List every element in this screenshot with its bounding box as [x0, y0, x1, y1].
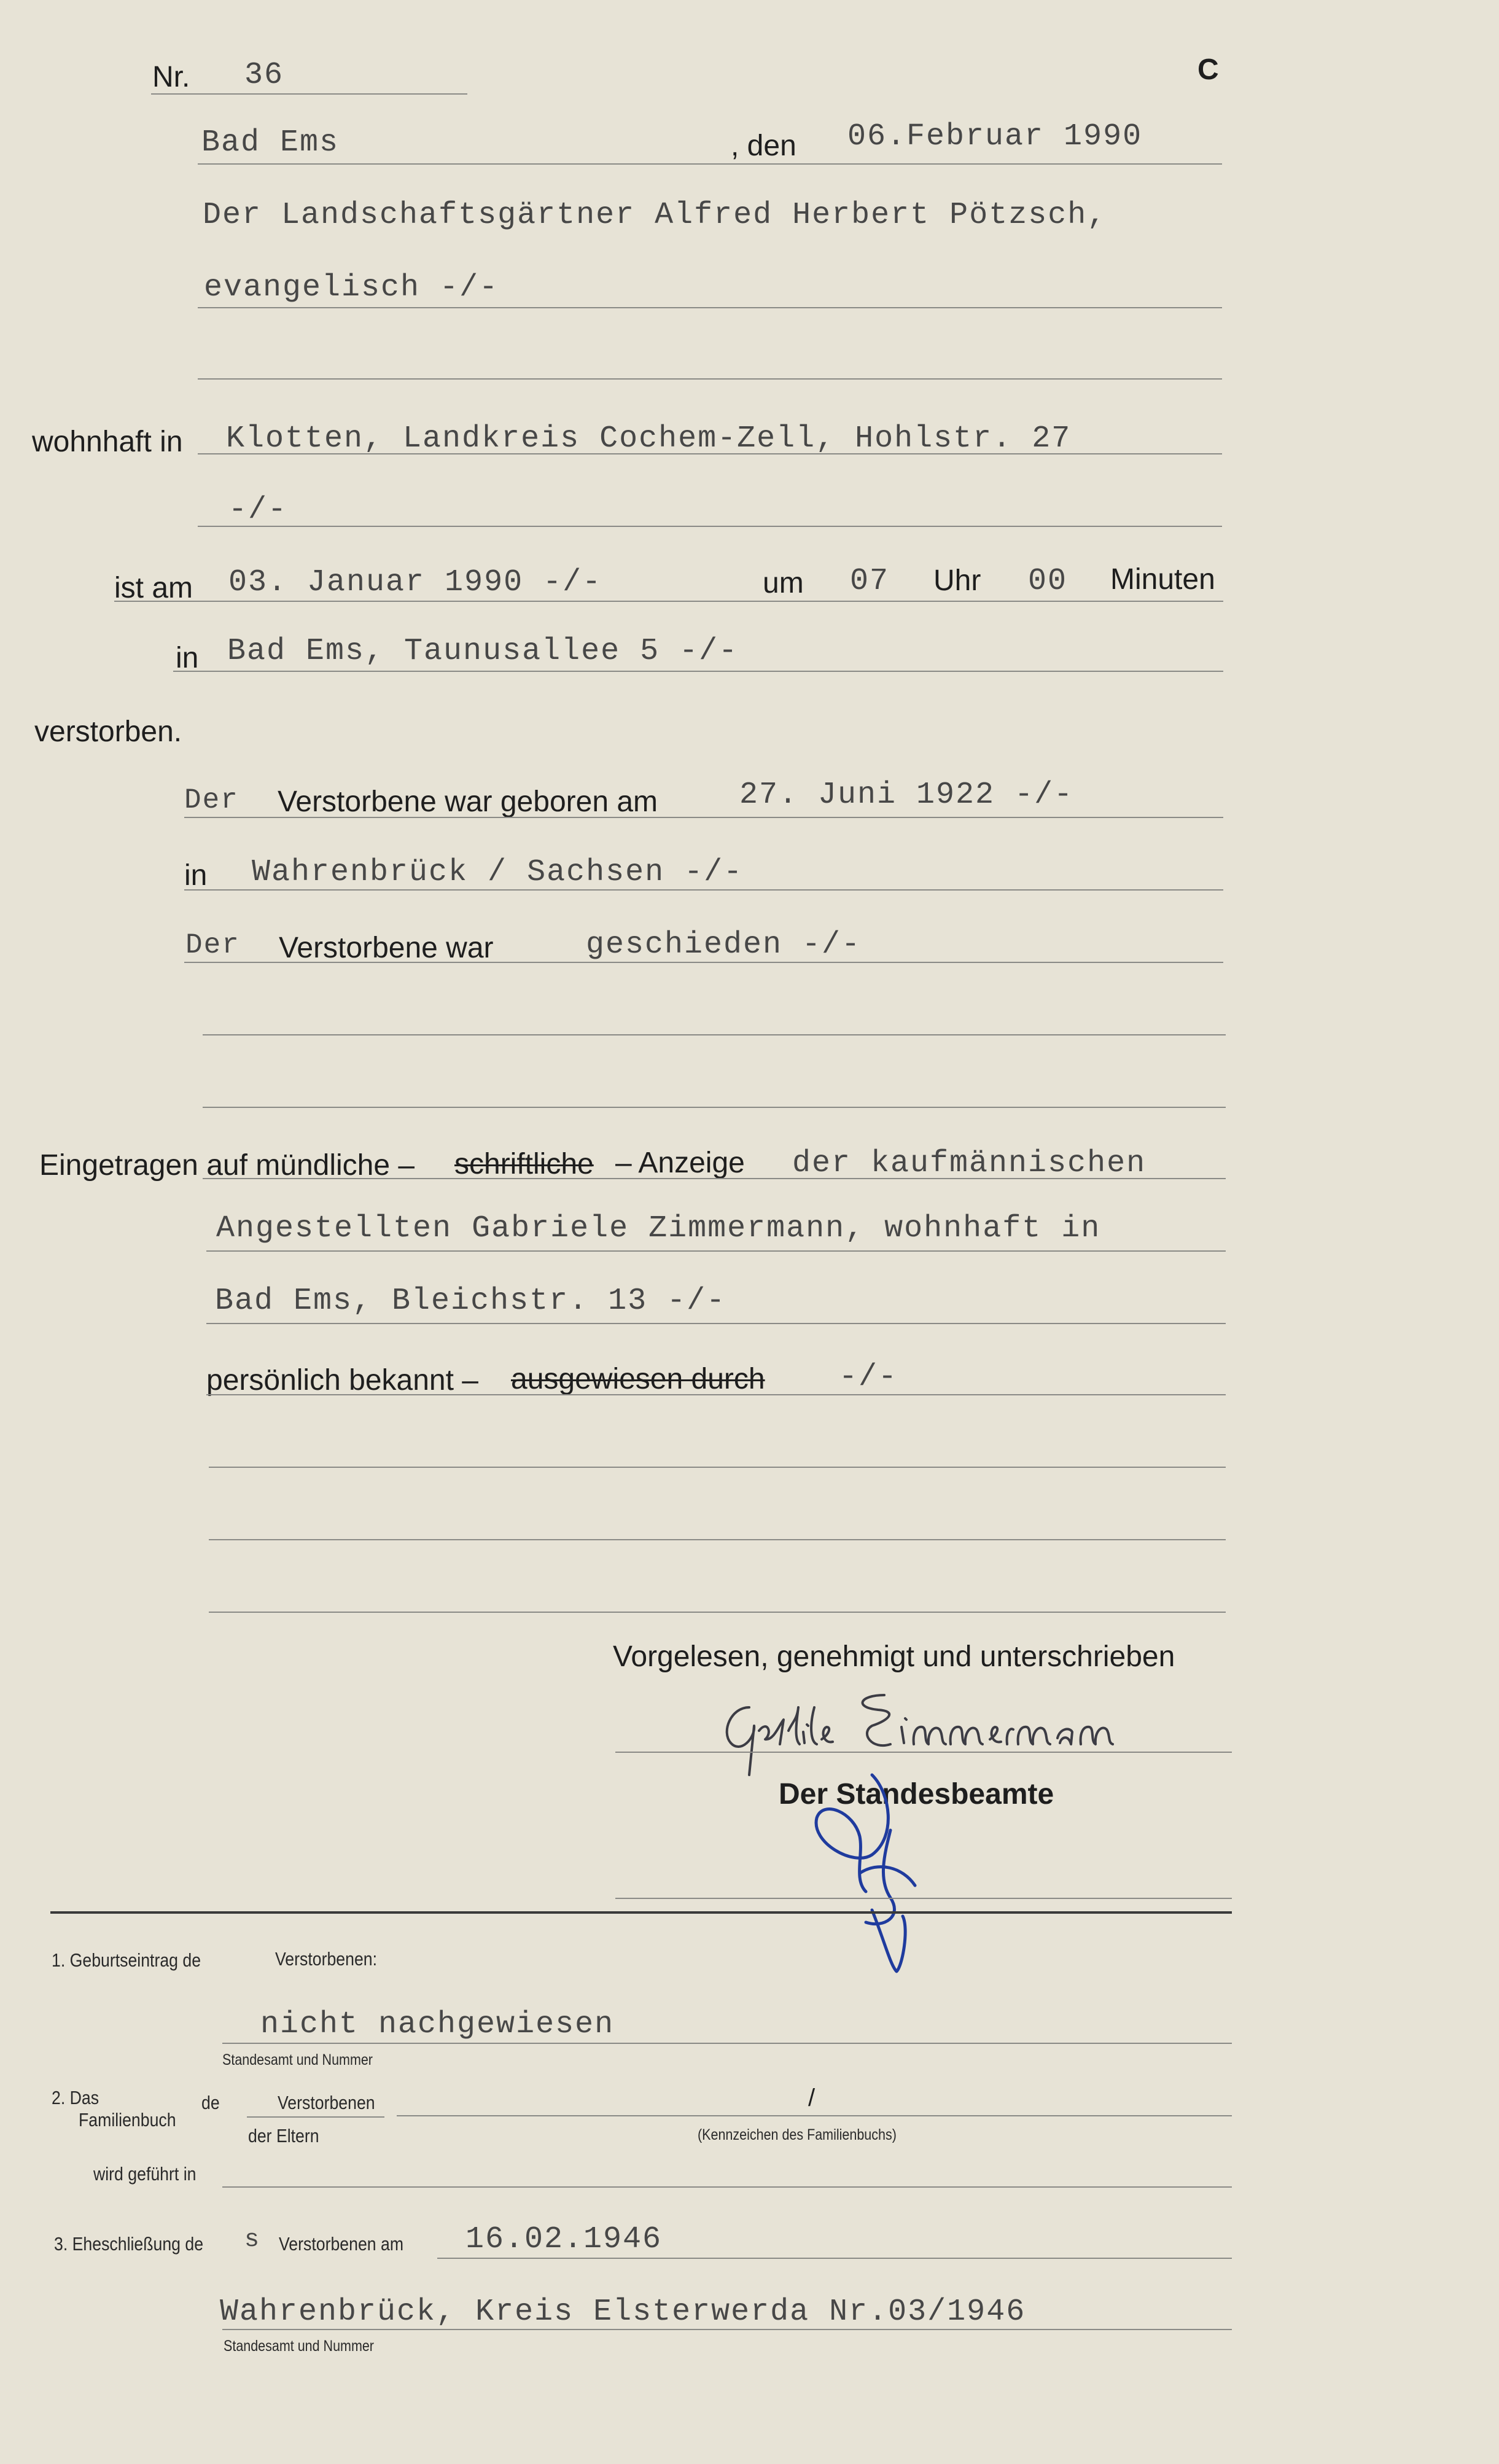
place-of-registration: Bad Ems	[201, 125, 340, 160]
status-label: Verstorbene war	[279, 932, 494, 964]
marital-status: geschieden -/-	[586, 927, 862, 962]
item2-slash: /	[808, 2084, 816, 2111]
item2-label-a: 2. Das	[52, 2087, 99, 2108]
residence-underline	[198, 453, 1222, 454]
item1-suffix: Verstorbenen:	[275, 1948, 378, 1970]
residence-address: Klotten, Landkreis Cochem-Zell, Hohlstr. 27	[226, 421, 1072, 456]
status-underline	[184, 962, 1223, 963]
item3-suffix: Verstorbenen am	[279, 2233, 404, 2255]
informant-underline-2	[206, 1250, 1226, 1252]
marriage-date: 16.02.1946	[465, 2222, 663, 2257]
death-date: 03. Januar 1990 -/-	[228, 565, 602, 600]
known-struck: ausgewiesen durch	[511, 1363, 765, 1395]
uhr-label: Uhr	[933, 564, 981, 597]
nr-label: Nr.	[152, 61, 190, 93]
death-time-underline	[114, 601, 1223, 602]
item3-underline-2	[222, 2329, 1232, 2330]
ist-am-label: ist am	[114, 572, 193, 604]
informant-underline-1	[203, 1178, 1226, 1179]
death-place-underline	[173, 671, 1223, 672]
birth-date-underline	[184, 817, 1223, 818]
registration-date: 06.Februar 1990	[847, 119, 1143, 154]
blank-line-4	[209, 1539, 1226, 1540]
deceased-underline-2	[198, 378, 1222, 380]
blank-line-3	[209, 1467, 1226, 1468]
item1-label: 1. Geburtseintrag de	[52, 1949, 201, 1971]
death-in-label: in	[176, 642, 199, 674]
registration-label-end: – Anzeige	[615, 1147, 745, 1179]
item2-gefuehrt: wird geführt in	[93, 2163, 197, 2185]
marriage-place-record: Wahrenbrück, Kreis Elsterwerda Nr.03/1946	[220, 2294, 1026, 2329]
blank-line-1	[203, 1034, 1226, 1035]
item2-verstorbenen: Verstorbenen	[278, 2092, 375, 2113]
deceased-line-2: evangelisch -/-	[204, 270, 499, 305]
entry-number: 36	[244, 58, 284, 93]
residence-underline-2	[198, 526, 1222, 527]
blank-line-5	[209, 1612, 1226, 1613]
residence-continuation: -/-	[228, 493, 288, 528]
informant-line-3: Bad Ems, Bleichstr. 13 -/-	[215, 1284, 726, 1319]
um-label: um	[763, 567, 804, 599]
birth-prefix: Der	[184, 784, 239, 816]
birth-place: Wahrenbrück / Sachsen -/-	[252, 855, 744, 890]
birth-place-underline	[184, 889, 1223, 891]
section-divider	[50, 1911, 1232, 1914]
blank-line-2	[203, 1107, 1226, 1108]
verstorben-label: verstorben.	[34, 715, 182, 748]
item2-eltern: der Eltern	[248, 2125, 319, 2146]
informant-line-1: der kaufmännischen	[792, 1146, 1147, 1181]
wohnhaft-label: wohnhaft in	[32, 426, 183, 458]
status-prefix: Der	[185, 929, 240, 961]
known-label: persönlich bekannt –	[206, 1364, 478, 1397]
item2-de: de	[201, 2092, 220, 2113]
birth-in-label: in	[184, 859, 208, 892]
item2-label-b: Familienbuch	[79, 2109, 176, 2131]
deceased-line-1: Der Landschaftsgärtner Alfred Herbert Pötzsch,	[203, 198, 1107, 233]
item2-caption: (Kennzeichen des Familienbuchs)	[698, 2126, 897, 2143]
registrar-signature-line	[615, 1898, 1232, 1899]
item2-divider	[247, 2116, 384, 2118]
nr-underline	[151, 93, 467, 95]
item2-underline	[397, 2115, 1232, 2116]
registrar-label: Der Standesbeamte	[779, 1778, 1054, 1811]
item3-underline	[437, 2258, 1232, 2259]
item2-underline-2	[222, 2186, 1232, 2188]
death-minutes: 00	[1028, 564, 1068, 599]
item1-underline	[222, 2043, 1232, 2044]
item3-label: 3. Eheschließung de	[54, 2233, 204, 2255]
item1-caption: Standesamt und Nummer	[222, 2051, 373, 2068]
known-underline	[206, 1394, 1226, 1395]
minuten-label: Minuten	[1110, 563, 1215, 596]
read-approved-label: Vorgelesen, genehmigt und unterschrieben	[613, 1640, 1175, 1673]
death-hour: 07	[850, 564, 890, 599]
birth-label: Verstorbene war geboren am	[278, 786, 658, 818]
den-label: , den	[731, 130, 796, 162]
registrar-signature	[798, 1769, 940, 1978]
birth-record-value: nicht nachgewiesen	[260, 2007, 615, 2042]
informant-line-2: Angestellten Gabriele Zimmermann, wohnhaft in	[216, 1211, 1101, 1246]
informant-underline-3	[206, 1323, 1226, 1324]
death-place: Bad Ems, Taunusallee 5 -/-	[227, 634, 739, 669]
item3-s: s	[244, 2226, 261, 2254]
deceased-underline-1	[198, 307, 1222, 308]
known-value: -/-	[839, 1360, 898, 1395]
birth-date: 27. Juni 1922 -/-	[739, 778, 1074, 813]
item3-caption: Standesamt und Nummer	[224, 2337, 374, 2355]
registration-struck-written: schriftliche	[454, 1148, 594, 1180]
date-underline	[198, 163, 1222, 165]
corner-letter: C	[1197, 53, 1219, 86]
informant-signature-line	[615, 1752, 1232, 1753]
informant-signature	[706, 1683, 1173, 1781]
registration-label-start: Eingetragen auf mündliche –	[39, 1149, 415, 1182]
